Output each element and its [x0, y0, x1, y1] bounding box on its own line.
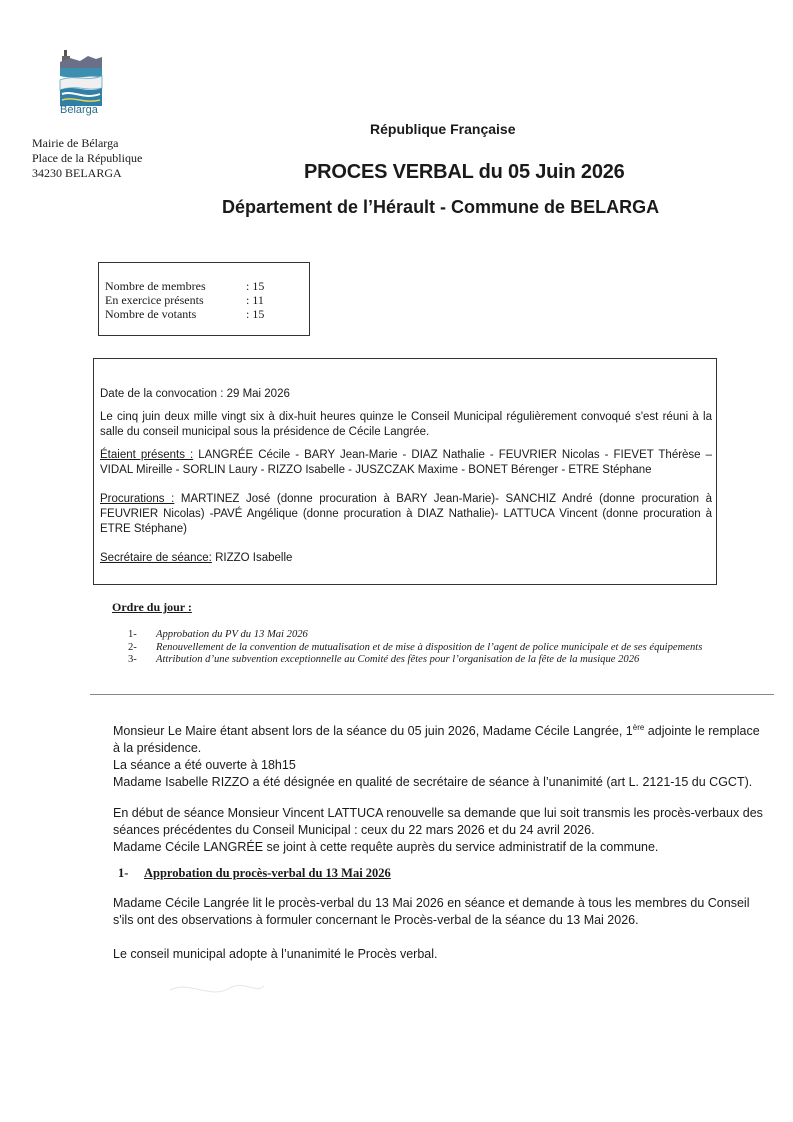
adoption-paragraph: Le conseil municipal adopte à l’unanimité le Procès verbal.: [113, 947, 438, 961]
members-label: Nombre de votants: [105, 307, 197, 321]
members-count-box: [98, 262, 310, 336]
opening-section: [113, 723, 763, 791]
members-row: [105, 293, 309, 307]
address-line: Mairie de Bélarga: [32, 136, 119, 150]
procurations-label: Procurations :: [100, 493, 175, 505]
divider: [90, 694, 774, 695]
secretaire-paragraph: [100, 551, 712, 566]
presidence-paragraph: [113, 723, 763, 757]
section-number: 1-: [118, 866, 129, 880]
presidence-text-end: adjointe le remplace à la présidence.: [113, 724, 760, 755]
request-section: [113, 805, 763, 856]
commune-logo: [56, 44, 106, 128]
convocation-intro: Le cinq juin deux mille vingt six à dix-huit heures quinze le Conseil Municipal régulièrement convoqué s'est réuni à la salle du conseil municipal sous la présidence de Cécile Langrée.: [100, 411, 712, 438]
members-label: En exercice présents: [105, 293, 204, 307]
agenda-item-number: 2-: [128, 641, 137, 653]
members-value: : 15: [246, 279, 265, 293]
republique-heading: République Française: [370, 121, 516, 137]
presents-paragraph: [100, 448, 712, 478]
presidence-text: Monsieur Le Maire étant absent lors de la séance du 05 juin 2026, Madame Cécile Langrée, 1: [113, 724, 633, 738]
logo-wordmark: Bélarga: [60, 104, 98, 116]
mairie-address: [32, 136, 142, 181]
section-heading: [118, 866, 391, 881]
members-row: [105, 307, 309, 321]
secretaire-name: RIZZO Isabelle: [211, 552, 293, 564]
secretaire-designation: Madame Isabelle RIZZO a été désignée en qualité de secrétaire de séance à l’unanimité (art L. 2121-15 du CGCT).: [113, 775, 753, 789]
approval-paragraph: Madame Cécile Langrée lit le procès-verbal du 13 Mai 2026 en séance et demande à tous les membres du Conseil s'ils ont des observations à formuler concernant le Procès-verbal de la séance du 13 Mai 2026.: [113, 896, 750, 927]
faint-stamp-icon: [160, 960, 270, 1010]
agenda-item: [128, 642, 708, 655]
agenda-title: Ordre du jour :: [112, 600, 192, 614]
members-value: : 15: [246, 307, 265, 321]
convocation-date: Date de la convocation : 29 Mai 2026: [100, 388, 290, 400]
agenda-item-number: 3-: [128, 654, 137, 665]
agenda-item: [128, 629, 708, 642]
members-row: [105, 279, 309, 293]
address-line: Place de la République: [32, 151, 143, 165]
request-support-paragraph: Madame Cécile LANGRÉE se joint à cette requête auprès du service administratif de la commune.: [113, 840, 659, 854]
request-paragraph: En début de séance Monsieur Vincent LATTUCA renouvelle sa demande que lui soit transmis les procès-verbaux des séances précédentes du Conseil Municipal : ceux du 22 mars 2026 et du 24 avril 2026.: [113, 806, 763, 837]
presents-label: Étaient présents :: [100, 449, 194, 461]
approval-section: [113, 895, 763, 929]
agenda-item-text: Renouvellement de la convention de mutualisation et de mise à disposition de l’agent de police municipale et de ses équipements: [156, 641, 703, 653]
convocation-box: [93, 358, 717, 585]
procurations-paragraph: [100, 492, 712, 537]
members-label: Nombre de membres: [105, 279, 206, 293]
procurations-list: MARTINEZ José (donne procuration à BARY Jean-Marie)- SANCHIZ André (donne procuration à FEUVRIER Nicolas) -PAVÉ Angélique (donne procuration à DIAZ Nathalie)- LATTUCA Vincent (donne procuration à ETRE Stéphane): [100, 493, 712, 535]
secretaire-label: Secrétaire de séance:: [100, 552, 212, 564]
agenda-item-number: 1-: [128, 629, 137, 640]
agenda-item: [128, 654, 708, 667]
address-line: 34230 BELARGA: [32, 166, 122, 180]
page-title: PROCES VERBAL du 05 Juin 2026: [304, 161, 625, 183]
members-value: : 11: [246, 293, 264, 307]
departement-heading: Département de l’Hérault - Commune de BELARGA: [222, 197, 660, 217]
agenda-item-text: Attribution d’une subvention exceptionnelle au Comité des fêtes pour l’organisation de la fête de la musique 2026: [156, 654, 640, 665]
agenda-list: [128, 629, 708, 667]
agenda-item-text: Approbation du PV du 13 Mai 2026: [156, 629, 308, 640]
opening-time: La séance a été ouverte à 18h15: [113, 758, 296, 772]
section-title: Approbation du procès-verbal du 13 Mai 2026: [144, 866, 391, 880]
ordinal-suffix: ère: [632, 722, 645, 732]
presents-list: LANGRÉE Cécile - BARY Jean-Marie - DIAZ Nathalie - FEUVRIER Nicolas - FIEVET Thérèse – VIDAL Mireille - SORLIN Laury - RIZZO Isabelle - JUSZCZAK Maxime - BONET Bérenger - ETRE Stéphane: [100, 449, 713, 476]
